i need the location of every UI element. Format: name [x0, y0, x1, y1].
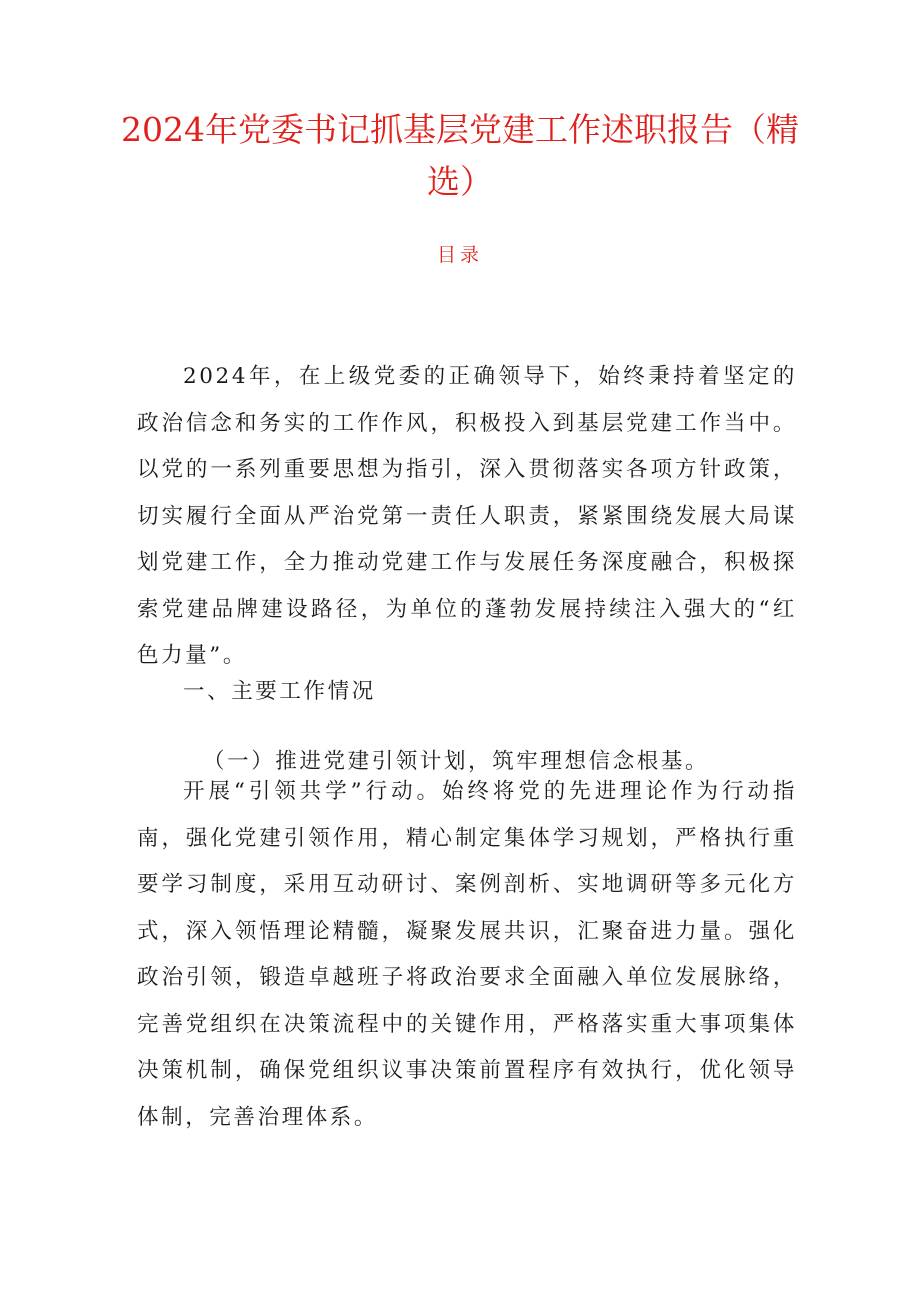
table-of-contents-label: 目录: [436, 244, 483, 266]
subsection-heading: （一）推进党建引领计划，筑牢理想信念根基。: [203, 749, 710, 774]
intro-paragraph: 2024年，在上级党委的正确领导下，始终秉持着坚定的政治信念和务实的工作作风，积极投入到基层党建工作当中。以党的一系列重要思想为指引，深入贯彻落实各项方针政策，切实履行全面从严治党第一责任人职责，紧紧围绕发展大局谋划党建工作，全力推动党建工作与发展任务深度融合，积极探索党建品牌建设路径，为单位的蓬勃发展持续注入强大的“红色力量”。: [137, 364, 797, 668]
document-title: 2024年党委书记抓基层党建工作述职报告（精选）: [121, 110, 799, 201]
section-heading: 一、主要工作情况: [183, 679, 376, 704]
subsection-paragraph: 开展“引领共学”行动。始终将党的先进理论作为行动指南，强化党建引领作用，精心制定集体学习规划，严格执行重要学习制度，采用互动研讨、案例剖析、实地调研等多元化方式，深入领悟理论精髓，凝聚发展共识，汇聚奋进力量。强化政治引领，锻造卓越班子将政治要求全面融入单位发展脉络，完善党组织在决策流程中的关键作用，严格落实重大事项集体决策机制，确保党组织议事决策前置程序有效执行，优化领导体制，完善治理体系。: [137, 779, 797, 1130]
